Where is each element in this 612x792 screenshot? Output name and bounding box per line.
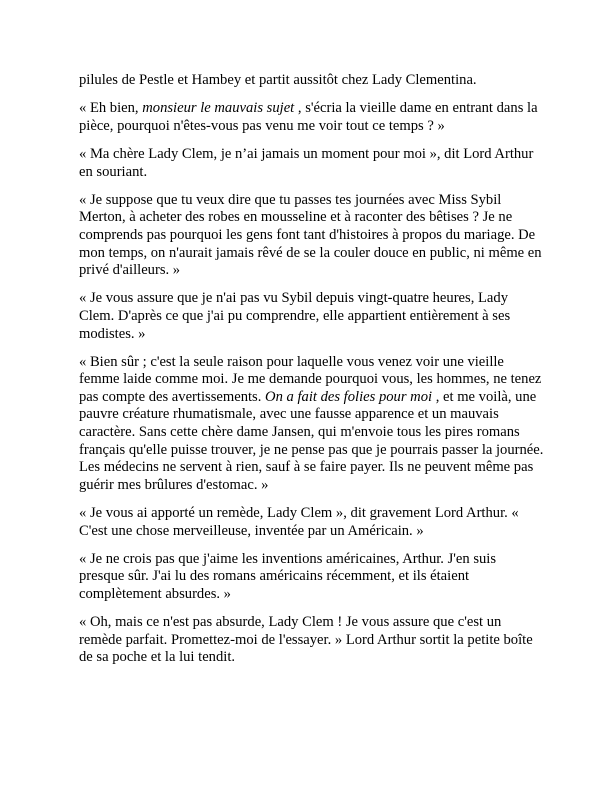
text-run: « Bien sûr ; c'est la seule raison pour laquelle vous venez voir une vieille femme laide comme moi. Je me demande pourquoi vous, les hommes, ne tenez pas compte des avertissements. [79, 353, 542, 405]
paragraph [79, 354, 544, 495]
text-run: « Oh, mais ce n'est pas absurde, Lady Clem ! Je vous assure que c'est un remède parfait. Promettez-moi de l'essayer. » Lord Arthur sortit la petite boîte de sa poche et la lui tendit. [79, 614, 533, 666]
document-page [79, 72, 544, 678]
text-run: , et me voilà, une pauvre créature rhumatismale, avec une fausse apparence et un mauvais caractère. Sans cette chère dame Jansen, qui m'envoie tous les pires romans français qu'elle puisse trouver, je ne pense pas que je pourrais passer la journée. Les médecins ne servent à rien, sauf à se faire payer. Ils ne peuvent même pas guérir mes brûlures d'estomac. » [79, 388, 544, 493]
paragraph [79, 72, 544, 90]
paragraph [79, 505, 544, 540]
italic-text-run: monsieur le mauvais sujet [142, 100, 295, 117]
text-run: pilules de Pestle et Hambey et partit aussitôt chez Lady Clementina. [79, 72, 477, 88]
text-run: « Je vous assure que je n'ai pas vu Sybil depuis vingt-quatre heures, Lady Clem. D'après ce que j'ai pu comprendre, elle appartient entièrement à ses modistes. » [79, 290, 511, 342]
paragraph [79, 290, 544, 343]
paragraph [79, 100, 544, 135]
paragraph [79, 146, 544, 181]
text-run: « Je ne crois pas que j'aime les inventions américaines, Arthur. J'en suis presque sûr. J'ai lu des romans américains récemment, et ils étaient complètement absurdes. » [79, 550, 497, 602]
paragraph [79, 614, 544, 667]
text-run: , s'écria la vieille dame en entrant dans la pièce, pourquoi n'êtes-vous pas venu me voir tout ce temps ? » [79, 100, 538, 134]
italic-text-run: On a fait des folies pour moi [265, 388, 433, 405]
text-run: « Je vous ai apporté un remède, Lady Clem », dit gravement Lord Arthur. « C'est une chose merveilleuse, inventée par un Américain. » [79, 505, 519, 539]
paragraph [79, 551, 544, 604]
text-run: « Ma chère Lady Clem, je n’ai jamais un moment pour moi », dit Lord Arthur en souriant. [79, 145, 534, 180]
text-run: « Je suppose que tu veux dire que tu passes tes journées avec Miss Sybil Merton, à acheter des robes en mousseline et à raconter des bêtises ? Je ne comprends pas pourquoi les gens font tant d'histoires à propos du mariage. De mon temps, on n'aurait jamais rêvé de se la couler douce en public, ni même en privé d'ailleurs. » [79, 191, 542, 279]
text-run: « Eh bien, [79, 100, 143, 117]
paragraph [79, 192, 544, 280]
